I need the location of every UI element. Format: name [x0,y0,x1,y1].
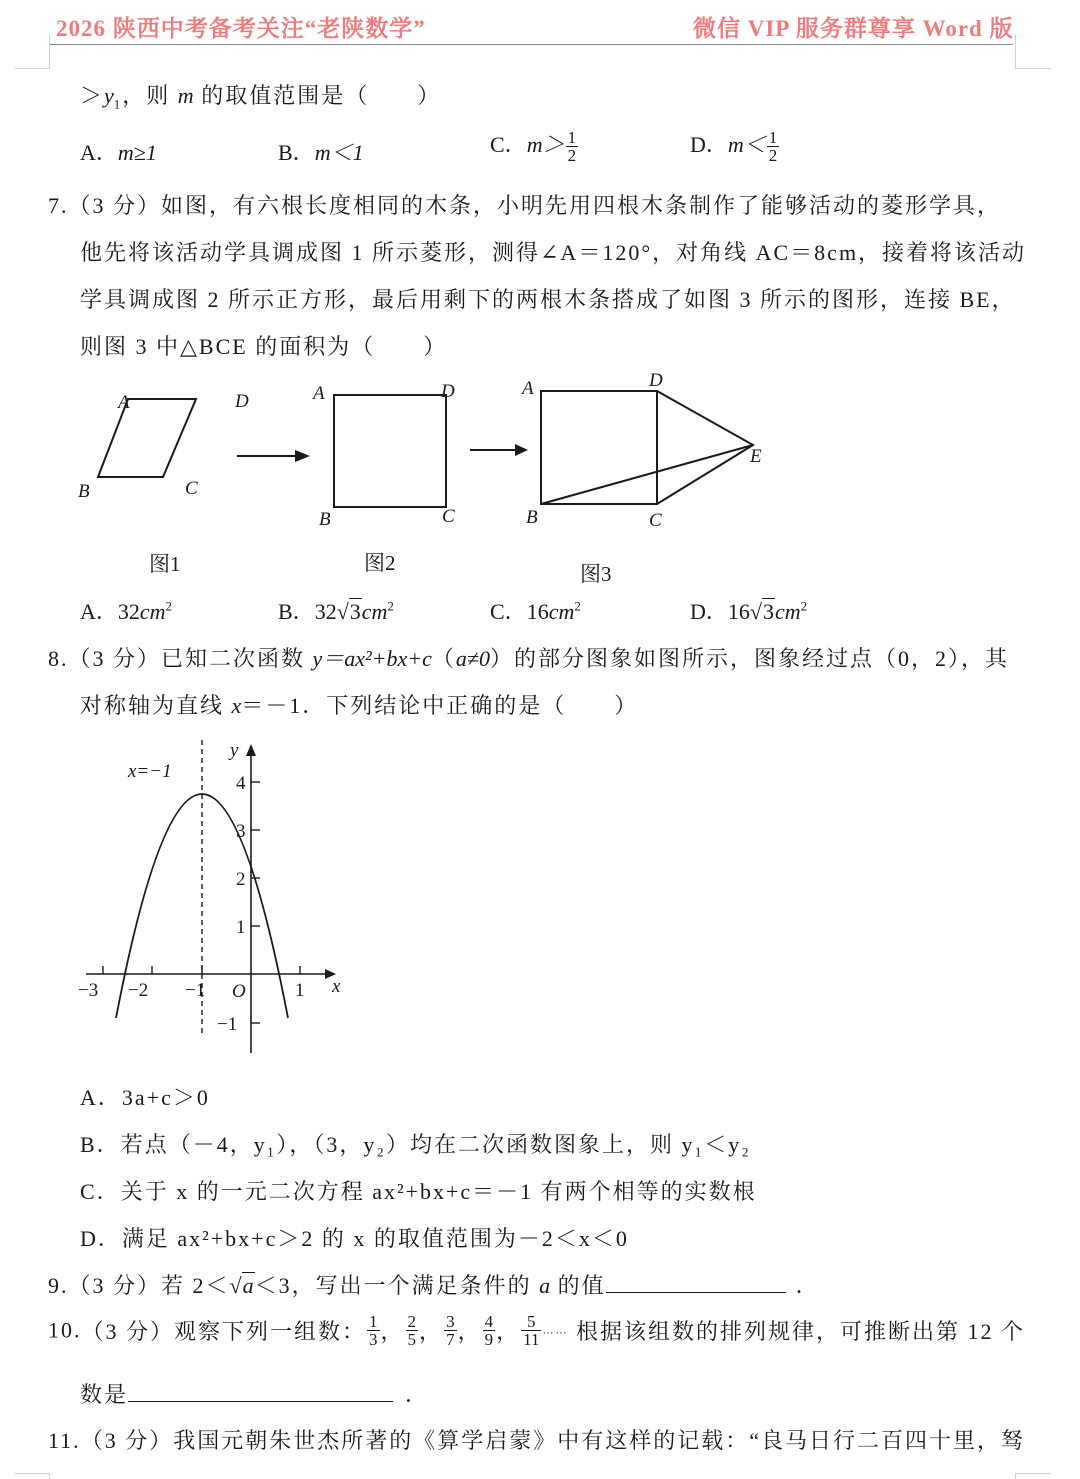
svg-text:B: B [78,481,90,502]
header-right-title: 微信 VIP 服务群尊享 Word 版 [693,16,1014,41]
q7-option-c: C．$16cm^2$ [490,598,581,624]
fig2-square [334,395,446,507]
svg-text:E: E [750,446,762,467]
svg-text:−1: −1 [185,980,206,1001]
svg-text:4: 4 [236,773,246,794]
q7-stem-line-4: 则图 3 中△BCE 的面积为（ ） [80,334,448,359]
fig3-caption: 图3 [580,562,612,586]
q6-option-c: C．m＞ $\frac{1}{2}$ [490,128,577,166]
y-axis-arrow-icon [246,744,256,756]
svg-text:D: D [649,370,663,391]
q7-option-d: D．$16√3cm^2$ [690,598,808,624]
q7-stem-line-3: 学具调成图 2 所示正方形，最后用剩下的两根木条搭成了如图 3 所示的图形，连接 BE， [80,287,1016,312]
svg-text:−3: −3 [78,980,99,1001]
page-corner-mark-tl [15,68,50,69]
header-left-title: 2026 陕西中考备考关注“老陕数学” [56,16,426,41]
q7-stem-line-2: 他先将该活动学具调成图 1 所示菱形，测得∠A＝120°，对角线 AC＝8cm，接着将该活动 [80,240,1027,265]
q8-stem-line-1: 8.（3 分）已知二次函数 y＝ax²+bx+c（a≠0）的部分图象如图所示，图象经过点（0，2），其 [48,646,1009,671]
arrow-right-icon [295,450,310,462]
svg-text:C: C [649,510,662,531]
q8-option-d: D．满足 ax²+bx+c＞2 的 x 的取值范围为－2＜x＜0 [80,1226,629,1251]
q6-stem-tail: $>y_1$，则 m 的取值范围是（ ） [80,83,442,112]
q7-option-b: B．$32√3cm^2$ [278,598,394,624]
svg-text:O: O [232,981,246,1002]
svg-text:2: 2 [236,869,246,890]
svg-text:D: D [441,381,455,402]
svg-text:−1: −1 [217,1014,238,1035]
fig1-caption: 图1 [149,552,181,576]
svg-text:1: 1 [236,917,246,938]
svg-text:y: y [230,740,239,761]
page-corner-mark-tr [1015,34,1016,69]
svg-text:B: B [319,509,331,530]
header-divider [49,44,1013,45]
q9-stem: 9.（3 分）若 2＜√a＜3，写出一个满足条件的 a 的值 ． [48,1273,820,1298]
q8-stem-line-2: 对称轴为直线 x＝－1．下列结论中正确的是（ ） [80,693,639,718]
arrow-right-icon [515,444,528,456]
page-corner-mark-br [1015,1473,1016,1479]
svg-text:A: A [313,383,325,404]
svg-text:1: 1 [295,980,305,1001]
svg-text:D: D [235,391,249,412]
q8-parabola-graph [70,730,360,1060]
svg-text:x=−1: x=−1 [128,761,172,782]
svg-text:−2: −2 [128,980,149,1001]
page-corner-mark-tr [1015,68,1051,69]
q7-stem-line-1: 7.（3 分）如图，有六根长度相同的木条，小明先用四根木条制作了能够活动的菱形学具， [48,193,1002,218]
svg-text:C: C [185,478,198,499]
page-corner-mark-bl [15,1473,50,1474]
page-corner-mark-br [1015,1473,1051,1474]
q11-stem-line-1: 11.（3 分）我国元朝朱世杰所著的《算学启蒙》中有这样的记载：“良马日行二百四十里，驽 [48,1428,1025,1453]
q10-answer-blank[interactable] [128,1383,393,1402]
page-corner-mark-bl [49,1473,50,1479]
svg-text:A: A [522,378,534,399]
q8-option-b: B．若点（－4，y₁），（3，y₂）均在二次函数图象上，则 y₁＜y₂ [80,1132,751,1157]
svg-text:B: B [526,507,538,528]
svg-text:A: A [118,392,130,413]
q9-answer-blank[interactable] [606,1274,786,1293]
svg-text:3: 3 [236,821,246,842]
fig2-caption: 图2 [364,551,396,575]
q10-stem-line-2: 数是 ． [80,1382,430,1407]
q8-option-c: C．关于 x 的一元二次方程 ax²+bx+c＝－1 有两个相等的实数根 [80,1179,757,1204]
q7-option-a: A．$32cm^2$ [80,598,173,624]
svg-text:C: C [442,506,455,527]
q8-option-a: A．3a+c＞0 [80,1085,210,1110]
q6-option-a: A．m≥1 [80,140,157,165]
q6-option-d: D．m＜ $\frac{1}{2}$ [690,128,778,166]
q6-option-b: B．m＜1 [278,140,364,165]
q10-stem-line-1: 10.（3 分）观察下列一组数： $\frac{1}{3}$ ， $\frac{2}{5}$ ， $\frac{3}{7}$ ， $\frac{4}{9}$ ， $\frac{5}{11}$ …… 根据该组数的排列规律，可推断出第 12 个 [48,1312,1025,1349]
page-corner-mark-tl [49,34,50,69]
svg-text:x: x [332,976,341,997]
fig1-rhombus [98,399,196,477]
